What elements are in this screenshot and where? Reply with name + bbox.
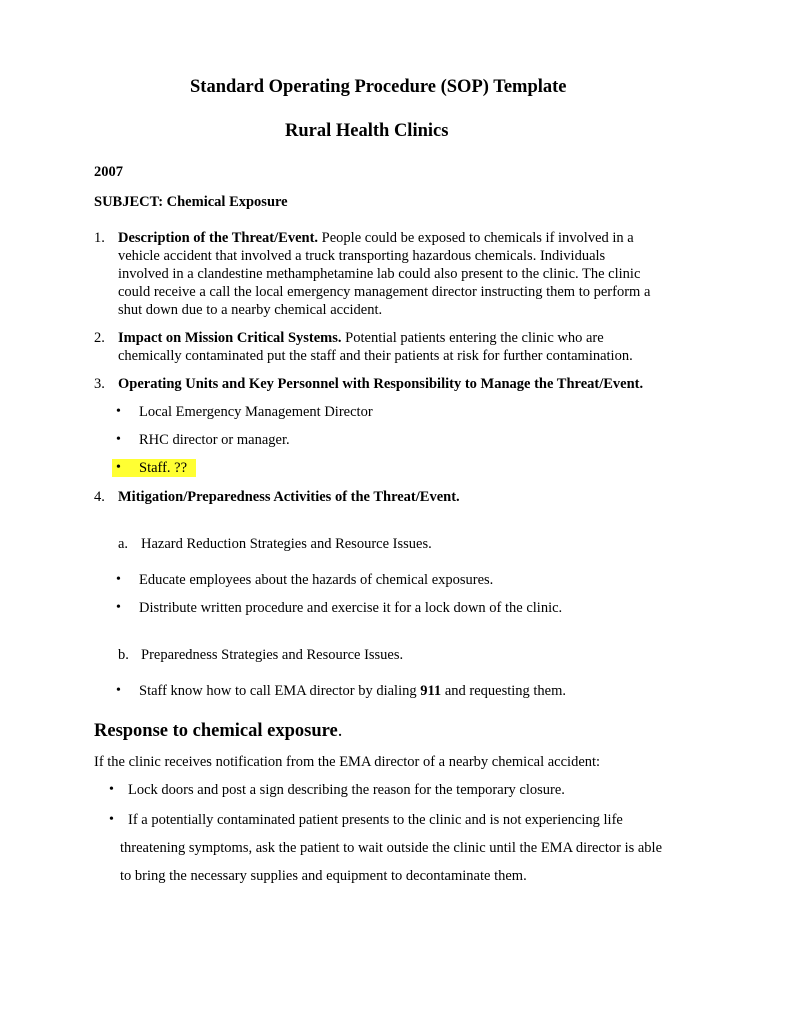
section-1-line5: shut down due to a nearby chemical accident. bbox=[118, 302, 383, 318]
section-1-line4: could receive a call the local emergency management director instructing them to perform a bbox=[118, 284, 651, 300]
bullet-dot: • bbox=[116, 600, 121, 615]
section-3-bullet-1: Local Emergency Management Director bbox=[139, 404, 373, 420]
response-intro: If the clinic receives notification from the EMA director of a nearby chemical accident: bbox=[94, 754, 601, 770]
response-bullet-2-line1: If a potentially contaminated patient presents to the clinic and is not experiencing life bbox=[128, 812, 623, 828]
section-4b-bullet-post: and requesting them. bbox=[441, 683, 567, 699]
response-heading-text: Response to chemical exposure bbox=[94, 721, 338, 741]
bullet-dot: • bbox=[116, 460, 121, 475]
doc-subtitle: Rural Health Clinics bbox=[285, 121, 449, 141]
bullet-dot: • bbox=[116, 432, 121, 447]
response-heading bbox=[94, 721, 342, 742]
section-4a-text: Hazard Reduction Strategies and Resource Issues. bbox=[141, 536, 432, 552]
bullet-dot: • bbox=[109, 812, 114, 827]
section-1-text: People could be exposed to chemicals if involved in a bbox=[318, 230, 634, 246]
section-1-line1 bbox=[118, 229, 634, 247]
bullet-dot: • bbox=[116, 404, 121, 419]
section-1-line2: vehicle accident that involved a truck transporting hazardous chemicals. Individuals bbox=[118, 248, 606, 264]
section-4b-bullet-pre: Staff know how to call EMA director by dialing bbox=[139, 683, 421, 699]
bullet-dot: • bbox=[109, 782, 114, 797]
section-3-heading: Operating Units and Key Personnel with Responsibility to Manage the Threat/Event. bbox=[118, 376, 644, 392]
response-bullet-2-line3: to bring the necessary supplies and equipment to decontaminate them. bbox=[120, 868, 527, 884]
section-3-bullet-2: RHC director or manager. bbox=[139, 432, 290, 448]
response-bullet-2-line2: threatening symptoms, ask the patient to wait outside the clinic until the EMA director is able bbox=[120, 840, 663, 856]
section-2-heading: Impact on Mission Critical Systems. bbox=[118, 330, 342, 346]
section-1-heading: Description of the Threat/Event. bbox=[118, 230, 319, 246]
section-2-text: Potential patients entering the clinic who are bbox=[341, 330, 604, 346]
response-bullet-1: Lock doors and post a sign describing the reason for the temporary closure. bbox=[128, 782, 565, 798]
section-2-line2: chemically contaminated put the staff and their patients at risk for further contamination. bbox=[118, 348, 633, 364]
section-2-line1 bbox=[118, 329, 604, 347]
response-heading-period: . bbox=[337, 721, 343, 741]
section-3-bullet-3: Staff. ?? bbox=[139, 460, 188, 476]
section-1-number: 1. bbox=[94, 230, 105, 246]
bullet-dot: • bbox=[116, 683, 121, 698]
section-3-number: 3. bbox=[94, 376, 105, 392]
section-1-line3: involved in a clandestine methamphetamine lab could also present to the clinic. The clinic bbox=[118, 266, 641, 282]
bullet-dot: • bbox=[116, 572, 121, 587]
section-4a-bullet-2: Distribute written procedure and exercise it for a lock down of the clinic. bbox=[139, 600, 563, 616]
section-4b-bullet-1 bbox=[139, 682, 566, 700]
doc-year: 2007 bbox=[94, 164, 123, 180]
section-4-heading: Mitigation/Preparedness Activities of the Threat/Event. bbox=[118, 489, 460, 505]
doc-title: Standard Operating Procedure (SOP) Template bbox=[190, 77, 567, 97]
emergency-number: 911 bbox=[420, 683, 442, 699]
section-2-number: 2. bbox=[94, 330, 105, 346]
section-4a-label: a. bbox=[118, 536, 129, 552]
doc-subject: SUBJECT: Chemical Exposure bbox=[94, 194, 288, 210]
section-4-number: 4. bbox=[94, 489, 105, 505]
section-4a-bullet-1: Educate employees about the hazards of chemical exposures. bbox=[139, 572, 494, 588]
section-4b-text: Preparedness Strategies and Resource Issues. bbox=[141, 647, 404, 663]
section-4b-label: b. bbox=[118, 647, 129, 663]
